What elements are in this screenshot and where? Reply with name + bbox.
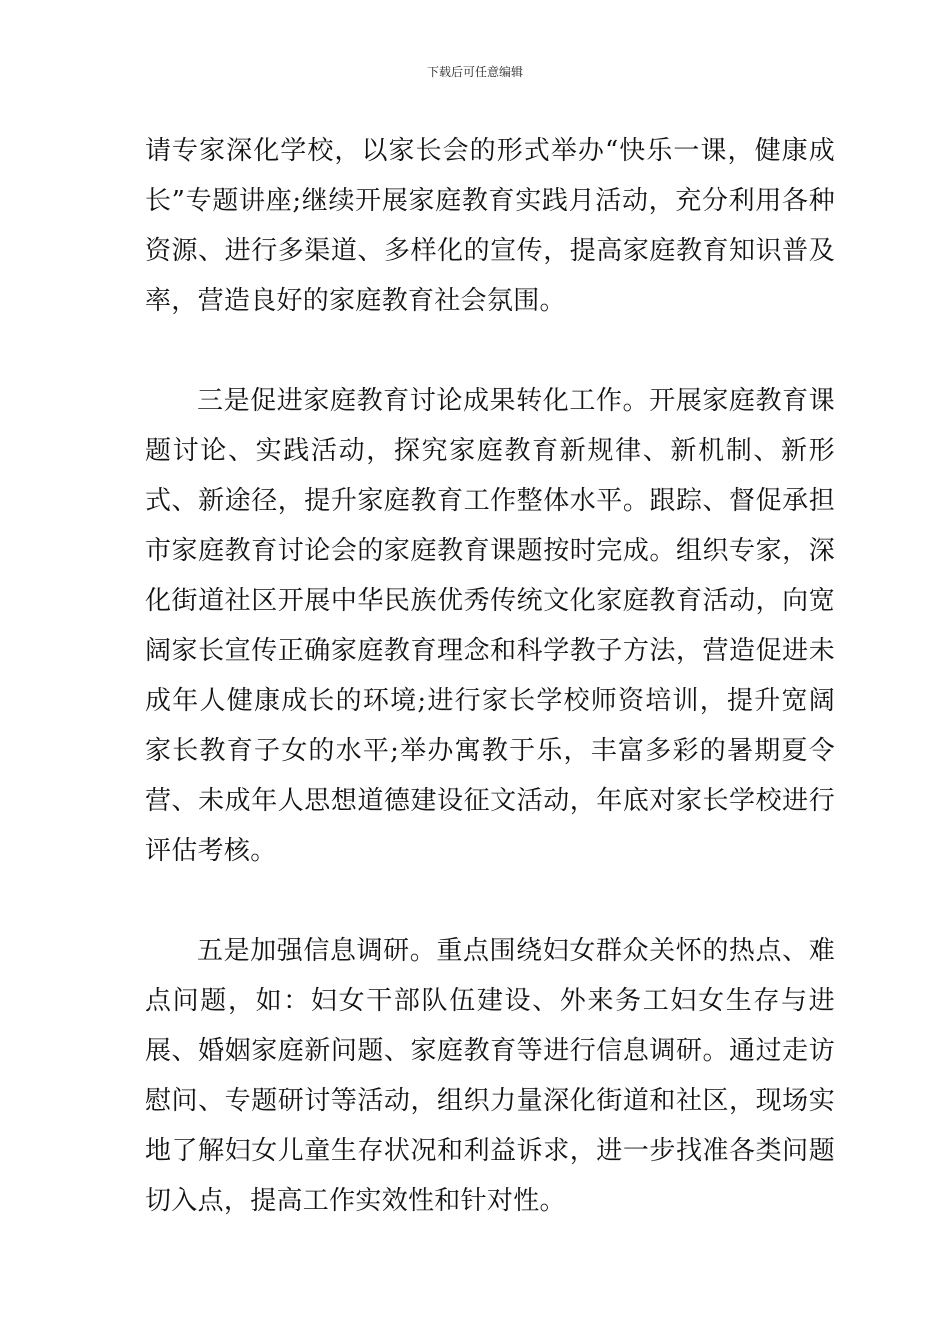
paragraph-continuation: 请专家深化学校，以家长会的形式举办“快乐一课，健康成长”专题讲座;继续开展家庭教育实践月活动，充分利用各种资源、进行多渠道、多样化的宣传，提高家庭教育知识普及率，营造良好的家庭教育社会氛围。: [145, 136, 835, 316]
paragraph-information-research: 五是加强信息调研。重点围绕妇女群众关怀的热点、难点问题，如：妇女干部队伍建设、外来务工妇女生存与进展、婚姻家庭新问题、家庭教育等进行信息调研。通过走访慰问、专题研讨等活动，组织力量深化街道和社区，现场实地了解妇女儿童生存状况和利益诉求，进一步找准各类问题切入点，提高工作实效性和针对性。: [145, 936, 835, 1216]
page-header: 下载后可任意编辑: [426, 65, 523, 79]
paragraph-research-results: 三是促进家庭教育讨论成果转化工作。开展家庭教育课题讨论、实践活动，探究家庭教育新规律、新机制、新形式、新途径，提升家庭教育工作整体水平。跟踪、督促承担市家庭教育讨论会的家庭教育课题按时完成。组织专家，深化街道社区开展中华民族优秀传统文化家庭教育活动，向宽阔家长宣传正确家庭教育理念和科学教子方法，营造促进未成年人健康成长的环境;进行家长学校师资培训，提升宽阔家长教育子女的水平;举办寓教于乐，丰富多彩的暑期夏令营、未成年人思想道德建设征文活动，年底对家长学校进行评估考核。: [145, 386, 835, 866]
document-body: [145, 126, 835, 1226]
